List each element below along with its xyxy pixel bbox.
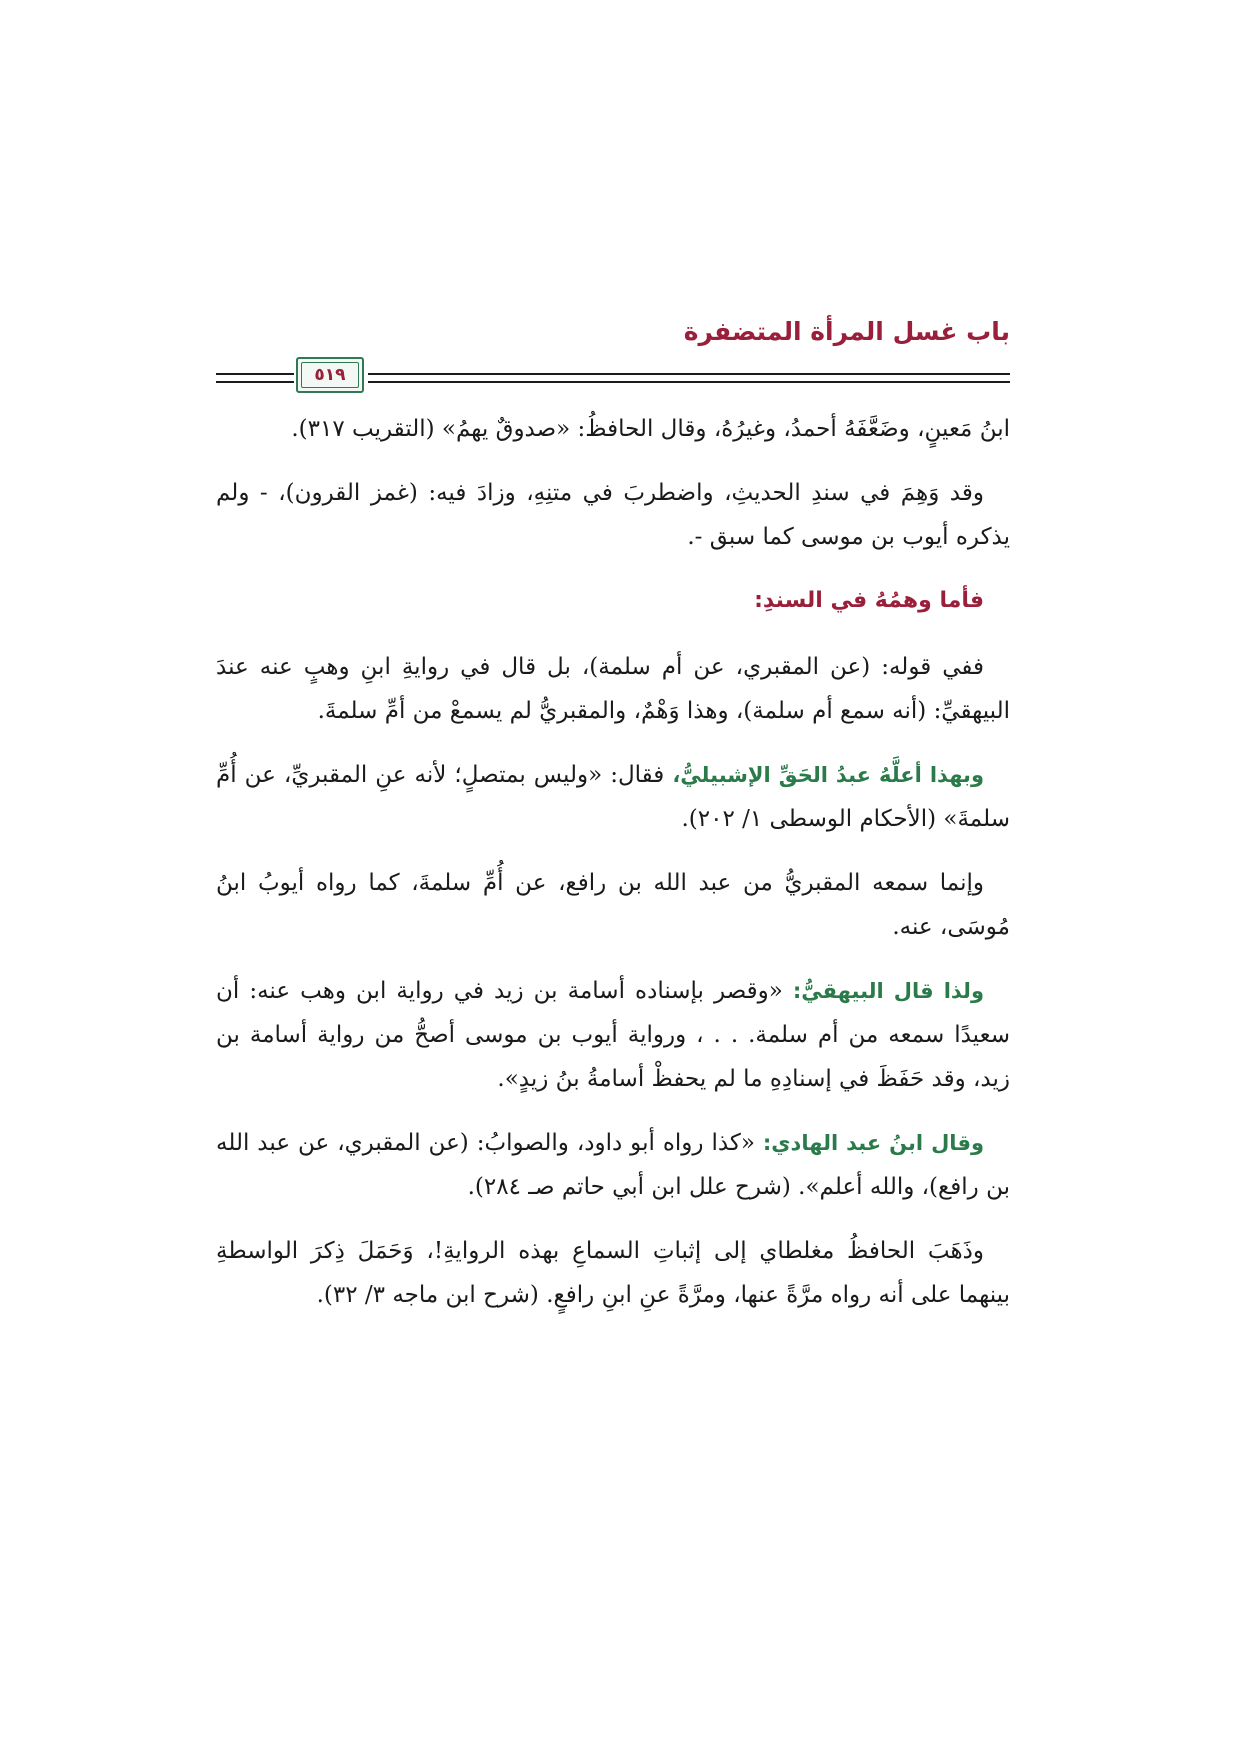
header-rule-right-top	[368, 373, 1010, 375]
page-body	[216, 407, 1010, 1337]
page-number: ٥١٩	[314, 365, 346, 385]
page-number-frame	[296, 357, 364, 393]
paragraph-6-text: «وقصر بإسناده أسامة بن زيد في رواية ابن وهب عنه: أن سعيدًا سمعه من أم سلمة. . . ، ورواية أيوب بن موسى أصحُّ من رواية أسامة بن زيد، وقد حَفَظَ في إسنادِهِ ما لم يحفظْ أسامةُ بنُ زيدٍ».	[216, 978, 1010, 1092]
paragraph-7-text: «كذا رواه أبو داود، والصوابُ: (عن المقبري، عن عبد الله بن رافع)، والله أعلم». (شرح علل ابن أبي حاتم صـ ٢٨٤).	[216, 1130, 1010, 1200]
paragraph-7	[216, 1121, 1010, 1209]
paragraph-4-text: فقال: «وليس بمتصلٍ؛ لأنه عنِ المقبريِّ، عن أُمِّ سلمةَ» (الأحكام الوسطى ١/ ٢٠٢).	[216, 762, 1010, 832]
header-rule-left-bottom	[216, 381, 294, 383]
paragraph-4-lead: وبهذا أعلَّهُ عبدُ الحَقِّ الإشبيليُّ،	[672, 763, 984, 787]
paragraph-1: ابنُ مَعينٍ، وضَعَّفَهُ أحمدُ، وغيرُهُ، وقال الحافظُ: «صدوقٌ يهمُ» (التقريب ٣١٧).	[291, 416, 1010, 442]
paragraph-6	[216, 969, 1010, 1101]
header-rule-left-top	[216, 373, 294, 375]
chapter-title: باب غسل المرأة المتضفرة	[683, 317, 1010, 346]
page-header	[216, 305, 1010, 395]
paragraph-3: ففي قوله: (عن المقبري، عن أم سلمة)، بل قال في روايةِ ابنِ وهبٍ عنه عندَ البيهقيِّ: (أنه سمع أم سلمة)، وهذا وَهْمٌ، والمقبريُّ لم يسمعْ من أمِّ سلمةَ.	[216, 654, 1010, 724]
paragraph-8: وذَهَبَ الحافظُ مغلطاي إلى إثباتِ السماعِ بهذه الروايةِ!، وَحَمَلَ ذِكرَ الواسطةِ بينهما على أنه رواه مرَّةً عنها، ومرَّةً عنِ ابنِ رافعٍ. (شرح ابن ماجه ٣/ ٣٢).	[216, 1238, 1010, 1308]
header-rule-right-bottom	[368, 381, 1010, 383]
paragraph-4	[216, 753, 1010, 841]
paragraph-7-lead: وقال ابنُ عبد الهادي:	[762, 1131, 984, 1155]
section-heading: فأما وهمُهُ في السندِ:	[754, 588, 984, 613]
paragraph-2: وقد وَهِمَ في سندِ الحديثِ، واضطربَ في متنِهِ، وزادَ فيه: (غمز القرون)، - ولم يذكره أيوب بن موسى كما سبق -.	[216, 480, 1010, 550]
paragraph-5: وإنما سمعه المقبريُّ من عبد الله بن رافع، عن أُمِّ سلمةَ، كما رواه أيوبُ ابنُ مُوسَى، عنه.	[216, 870, 1010, 940]
paragraph-6-lead: ولذا قال البيهقيُّ:	[792, 979, 984, 1003]
